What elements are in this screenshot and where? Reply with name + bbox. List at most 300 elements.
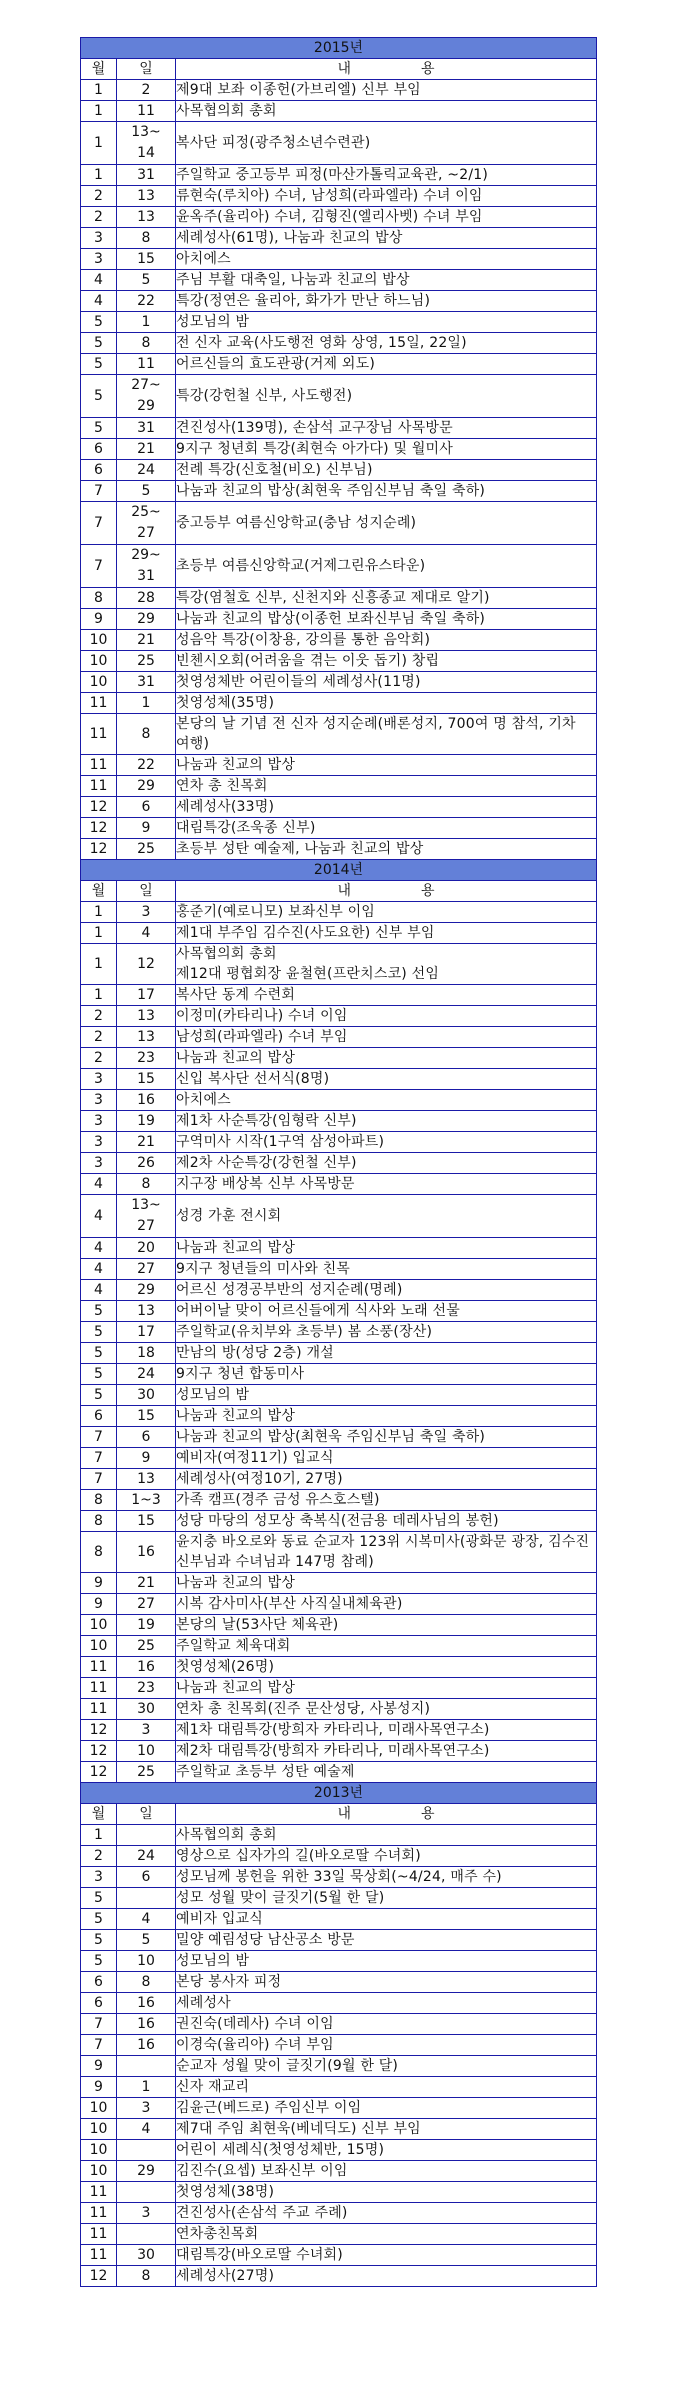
content-cell: 특강(염철호 신부, 신천지와 신흥종교 제대로 알기) [176,588,597,609]
day-cell: 4 [117,2119,176,2140]
day-cell: 6 [117,1427,176,1448]
content-cell: 주일학교 초등부 성탄 예술제 [176,1762,597,1783]
content-cell: 제1차 대림특강(방희자 카타리나, 미래사목연구소) [176,1720,597,1741]
day-cell: 15 [117,1069,176,1090]
month-cell: 9 [81,1573,117,1594]
table-row [81,1280,597,1301]
content-cell: 성당 마당의 성모상 축복식(전금용 데레사님의 봉헌) [176,1511,597,1532]
day-cell: 10 [117,1951,176,1972]
month-cell: 9 [81,2077,117,2098]
day-cell [117,1825,176,1846]
month-cell: 11 [81,2245,117,2266]
day-cell: 28 [117,588,176,609]
month-cell: 5 [81,1951,117,1972]
table-row [81,312,597,333]
month-cell: 5 [81,1888,117,1909]
table-row [81,2245,597,2266]
table-row [81,1301,597,1322]
month-cell: 3 [81,228,117,249]
table-row [81,80,597,101]
content-cell: 아치에스 [176,249,597,270]
day-cell [117,2224,176,2245]
column-header-day: 일 [117,1804,176,1825]
table-row [81,818,597,839]
table-row [81,354,597,375]
month-cell: 11 [81,2203,117,2224]
content-cell: 연차총친목회 [176,2224,597,2245]
month-cell: 7 [81,481,117,502]
day-cell [117,2140,176,2161]
table-row [81,1930,597,1951]
month-cell: 12 [81,797,117,818]
day-cell: 8 [117,1174,176,1195]
column-header-row [81,881,597,902]
table-row [81,1762,597,1783]
month-cell: 8 [81,588,117,609]
day-cell: 8 [117,714,176,755]
day-cell: 16 [117,1090,176,1111]
table-row [81,2140,597,2161]
table-row [81,944,597,985]
month-cell: 12 [81,1762,117,1783]
table-row [81,2056,597,2077]
table-row [81,1615,597,1636]
content-cell: 영상으로 십자가의 길(바오로딸 수녀회) [176,1846,597,1867]
table-row [81,1195,597,1238]
month-cell: 1 [81,165,117,186]
content-cell: 성모님의 밤 [176,1951,597,1972]
month-cell: 10 [81,630,117,651]
day-cell: 17 [117,985,176,1006]
table-row [81,165,597,186]
day-cell: 11 [117,354,176,375]
month-cell: 7 [81,1469,117,1490]
table-row [81,1469,597,1490]
content-cell: 세례성사(27명) [176,2266,597,2287]
table-row [81,481,597,502]
content-cell: 나눔과 친교의 밥상(최현욱 주임신부님 축일 축하) [176,1427,597,1448]
content-cell: 복사단 피정(광주청소년수련관) [176,122,597,165]
day-cell: 3 [117,1720,176,1741]
content-cell: 주님 부활 대축일, 나눔과 친교의 밥상 [176,270,597,291]
month-cell: 6 [81,1972,117,1993]
content-cell: 전 신자 교육(사도행전 영화 상영, 15일, 22일) [176,333,597,354]
day-cell: 20 [117,1238,176,1259]
content-cell: 제1차 사순특강(임형락 신부) [176,1111,597,1132]
content-cell: 나눔과 친교의 밥상 [176,1573,597,1594]
year-title: 2014년 [81,860,597,881]
content-cell: 초등부 성탄 예술제, 나눔과 친교의 밥상 [176,839,597,860]
month-cell: 12 [81,2266,117,2287]
content-cell: 순교자 성월 맞이 글짓기(9월 한 달) [176,2056,597,2077]
day-cell: 5 [117,481,176,502]
table-row [81,630,597,651]
day-cell: 3 [117,2203,176,2224]
content-cell: 사목협의회 총회 제12대 평협회장 윤철현(프란치스코) 선임 [176,944,597,985]
column-header-content: 내 용 [176,59,597,80]
day-cell: 10 [117,1741,176,1762]
month-cell: 2 [81,186,117,207]
content-cell: 제9대 보좌 이종헌(가브리엘) 신부 부임 [176,80,597,101]
day-cell: 9 [117,1448,176,1469]
day-cell: 17 [117,1322,176,1343]
month-cell: 4 [81,1238,117,1259]
day-cell: 13 [117,1301,176,1322]
content-cell: 주일학교 체육대회 [176,1636,597,1657]
month-cell: 5 [81,418,117,439]
column-header-month: 월 [81,881,117,902]
day-cell: 18 [117,1343,176,1364]
month-cell: 12 [81,839,117,860]
table-row [81,1111,597,1132]
month-cell: 5 [81,1909,117,1930]
day-cell: 1 [117,2077,176,2098]
month-cell: 5 [81,1385,117,1406]
content-cell: 대림특강(바오로딸 수녀회) [176,2245,597,2266]
content-cell: 나눔과 친교의 밥상(이종헌 보좌신부님 축일 축하) [176,609,597,630]
content-cell: 세례성사(33명) [176,797,597,818]
month-cell: 3 [81,1867,117,1888]
day-cell: 16 [117,1657,176,1678]
day-cell: 6 [117,797,176,818]
content-cell: 본당의 날 기념 전 신자 성지순례(배론성지, 700여 명 참석, 기차 여행) [176,714,597,755]
month-cell: 9 [81,609,117,630]
month-cell: 1 [81,944,117,985]
month-cell: 2 [81,1006,117,1027]
table-row [81,1385,597,1406]
table-row [81,1153,597,1174]
content-cell: 나눔과 친교의 밥상 [176,755,597,776]
content-cell: 시복 감사미사(부산 사직실내체육관) [176,1594,597,1615]
table-row [81,1448,597,1469]
day-cell: 22 [117,291,176,312]
content-cell: 나눔과 친교의 밥상 [176,1406,597,1427]
content-cell: 특강(강헌철 신부, 사도행전) [176,375,597,418]
table-row [81,776,597,797]
table-row [81,1406,597,1427]
content-cell: 김진수(요셉) 보좌신부 이임 [176,2161,597,2182]
column-header-day: 일 [117,59,176,80]
content-cell: 첫영성체반 어린이들의 세례성사(11명) [176,672,597,693]
content-cell: 사목협의회 총회 [176,101,597,122]
day-cell: 19 [117,1111,176,1132]
content-cell: 예비자(여정11기) 입교식 [176,1448,597,1469]
column-header-day: 일 [117,881,176,902]
month-cell: 11 [81,693,117,714]
table-row [81,101,597,122]
table-row [81,651,597,672]
month-cell: 10 [81,2098,117,2119]
table-row [81,693,597,714]
month-cell: 1 [81,101,117,122]
month-cell: 3 [81,1132,117,1153]
content-cell: 본당의 날(53사단 체육관) [176,1615,597,1636]
table-row [81,460,597,481]
table-row [81,1069,597,1090]
month-cell: 4 [81,270,117,291]
table-row [81,714,597,755]
content-cell: 첫영성체(38명) [176,2182,597,2203]
content-cell: 윤옥주(율리아) 수녀, 김형진(엘리사벳) 수녀 부임 [176,207,597,228]
table-row [81,1511,597,1532]
month-cell: 3 [81,249,117,270]
content-cell: 지구장 배상복 신부 사목방문 [176,1174,597,1195]
day-cell: 27~ 29 [117,375,176,418]
content-cell: 제1대 부주임 김수진(사도요한) 신부 부임 [176,923,597,944]
day-cell: 9 [117,818,176,839]
day-cell: 12 [117,944,176,985]
content-cell: 9지구 청년들의 미사와 친목 [176,1259,597,1280]
table-row [81,1951,597,1972]
month-cell: 10 [81,651,117,672]
month-cell: 10 [81,1636,117,1657]
content-cell: 이경숙(율리아) 수녀 부임 [176,2035,597,2056]
table-row [81,1846,597,1867]
month-cell: 11 [81,1699,117,1720]
table-row [81,1132,597,1153]
day-cell: 31 [117,165,176,186]
day-cell: 16 [117,1532,176,1573]
content-cell: 견진성사(손삼석 주교 주례) [176,2203,597,2224]
day-cell: 3 [117,902,176,923]
table-row [81,2203,597,2224]
content-cell: 나눔과 친교의 밥상 [176,1048,597,1069]
year-header-row [81,860,597,881]
day-cell: 19 [117,1615,176,1636]
month-cell: 12 [81,1741,117,1762]
month-cell: 11 [81,714,117,755]
day-cell: 8 [117,1972,176,1993]
table-row [81,207,597,228]
month-cell: 7 [81,1448,117,1469]
content-cell: 홍준기(예로니모) 보좌신부 이임 [176,902,597,923]
day-cell: 27 [117,1259,176,1280]
content-cell: 구역미사 시작(1구역 삼성아파트) [176,1132,597,1153]
day-cell: 15 [117,249,176,270]
table-row [81,923,597,944]
month-cell: 7 [81,502,117,545]
table-row [81,902,597,923]
content-cell: 주일학교(유치부와 초등부) 봄 소풍(장산) [176,1322,597,1343]
day-cell: 3 [117,2098,176,2119]
month-cell: 8 [81,1532,117,1573]
month-cell: 4 [81,1259,117,1280]
day-cell: 13 [117,207,176,228]
table-row [81,186,597,207]
table-row [81,609,597,630]
day-cell: 16 [117,2035,176,2056]
day-cell: 26 [117,1153,176,1174]
content-cell: 사목협의회 총회 [176,1825,597,1846]
month-cell: 12 [81,818,117,839]
day-cell: 31 [117,418,176,439]
day-cell: 5 [117,270,176,291]
content-cell: 첫영성체(26명) [176,1657,597,1678]
month-cell: 10 [81,2161,117,2182]
month-cell: 12 [81,1720,117,1741]
table-row [81,1048,597,1069]
table-row [81,1636,597,1657]
content-cell: 주일학교 중고등부 피정(마산가톨릭교육관, ~2/1) [176,165,597,186]
table-row [81,2182,597,2203]
column-header-content: 내 용 [176,881,597,902]
table-row [81,985,597,1006]
month-cell: 1 [81,80,117,101]
year-title: 2015년 [81,38,597,59]
day-cell: 30 [117,1385,176,1406]
year-header-row [81,1783,597,1804]
month-cell: 5 [81,1364,117,1385]
day-cell: 24 [117,1364,176,1385]
content-cell: 아치에스 [176,1090,597,1111]
month-cell: 5 [81,1301,117,1322]
day-cell: 16 [117,2014,176,2035]
month-cell: 6 [81,460,117,481]
content-cell: 9지구 청년회 특강(최현숙 아가다) 및 월미사 [176,439,597,460]
day-cell: 13 [117,1469,176,1490]
content-cell: 중고등부 여름신앙학교(충남 성지순례) [176,502,597,545]
content-cell: 세례성사(여정10기, 27명) [176,1469,597,1490]
content-cell: 어버이날 맞이 어르신들에게 식사와 노래 선물 [176,1301,597,1322]
table-row [81,2266,597,2287]
day-cell: 25~ 27 [117,502,176,545]
table-row [81,2035,597,2056]
table-row [81,1238,597,1259]
day-cell: 1~3 [117,1490,176,1511]
content-cell: 견진성사(139명), 손삼석 교구장님 사목방문 [176,418,597,439]
content-cell: 성모 성월 맞이 글짓기(5월 한 달) [176,1888,597,1909]
month-cell: 7 [81,2014,117,2035]
day-cell: 4 [117,923,176,944]
content-cell: 성모님의 밤 [176,312,597,333]
table-row [81,1427,597,1448]
day-cell: 21 [117,1132,176,1153]
month-cell: 5 [81,1343,117,1364]
table-row [81,249,597,270]
month-cell: 11 [81,1657,117,1678]
table-row [81,2014,597,2035]
table-row [81,122,597,165]
day-cell: 23 [117,1678,176,1699]
month-cell: 3 [81,1153,117,1174]
day-cell: 27 [117,1594,176,1615]
parish-history-table [80,37,597,2287]
content-cell: 본당 봉사자 피정 [176,1972,597,1993]
month-cell: 2 [81,1027,117,1048]
table-row [81,1174,597,1195]
month-cell: 6 [81,1993,117,2014]
table-row [81,228,597,249]
table-row [81,1699,597,1720]
content-cell: 나눔과 친교의 밥상 [176,1678,597,1699]
content-cell: 제2차 사순특강(강헌철 신부) [176,1153,597,1174]
content-cell: 윤지충 바오로와 동료 순교자 123위 시복미사(광화문 광장, 김수진 신부님과 수녀님과 147명 참례) [176,1532,597,1573]
day-cell: 29 [117,1280,176,1301]
month-cell: 10 [81,672,117,693]
table-row [81,333,597,354]
table-row [81,1678,597,1699]
day-cell: 1 [117,312,176,333]
content-cell: 빈첸시오회(어려움을 겪는 이웃 돕기) 창립 [176,651,597,672]
content-cell: 전례 특강(신호철(비오) 신부님) [176,460,597,481]
table-row [81,1322,597,1343]
table-row [81,502,597,545]
month-cell: 1 [81,902,117,923]
table-row [81,588,597,609]
day-cell: 6 [117,1867,176,1888]
month-cell: 6 [81,439,117,460]
table-row [81,1741,597,1762]
content-cell: 연차 총 친목회(진주 문산성당, 사봉성지) [176,1699,597,1720]
month-cell: 9 [81,1594,117,1615]
month-cell: 1 [81,923,117,944]
day-cell: 13~ 14 [117,122,176,165]
content-cell: 제2차 대림특강(방희자 카타리나, 미래사목연구소) [176,1741,597,1762]
content-cell: 만남의 방(성당 2층) 개설 [176,1343,597,1364]
table-row [81,2119,597,2140]
month-cell: 3 [81,1111,117,1132]
table-row [81,1888,597,1909]
content-cell: 성모님께 봉헌을 위한 33일 묵상회(~4/24, 매주 수) [176,1867,597,1888]
day-cell: 13 [117,1027,176,1048]
table-row [81,1657,597,1678]
table-row [81,270,597,291]
day-cell: 25 [117,1636,176,1657]
content-cell: 연차 총 친목회 [176,776,597,797]
column-header-month: 월 [81,1804,117,1825]
content-cell: 신입 복사단 선서식(8명) [176,1069,597,1090]
month-cell: 5 [81,375,117,418]
table-row [81,1993,597,2014]
month-cell: 4 [81,291,117,312]
month-cell: 8 [81,1511,117,1532]
table-row [81,797,597,818]
month-cell: 9 [81,2056,117,2077]
parish-history-document [80,37,596,2287]
table-row [81,1490,597,1511]
month-cell: 5 [81,1322,117,1343]
month-cell: 3 [81,1069,117,1090]
day-cell: 13 [117,1006,176,1027]
month-cell: 5 [81,312,117,333]
day-cell [117,1888,176,1909]
table-row [81,1532,597,1573]
month-cell: 10 [81,2140,117,2161]
day-cell: 29 [117,776,176,797]
content-cell: 권진숙(데레사) 수녀 이임 [176,2014,597,2035]
table-row [81,545,597,588]
month-cell: 6 [81,1406,117,1427]
day-cell: 25 [117,1762,176,1783]
year-header-row [81,38,597,59]
table-row [81,1825,597,1846]
day-cell: 24 [117,460,176,481]
day-cell: 31 [117,672,176,693]
content-cell: 어르신 성경공부반의 성지순례(명례) [176,1280,597,1301]
content-cell: 특강(정연은 율리아, 화가가 만난 하느님) [176,291,597,312]
day-cell: 22 [117,755,176,776]
month-cell: 4 [81,1195,117,1238]
day-cell: 21 [117,1573,176,1594]
table-row [81,2077,597,2098]
table-row [81,1720,597,1741]
content-cell: 남성희(라파엘라) 수녀 부임 [176,1027,597,1048]
content-cell: 성음악 특강(이창용, 강의를 통한 음악회) [176,630,597,651]
month-cell: 10 [81,1615,117,1636]
month-cell: 5 [81,354,117,375]
table-row [81,1364,597,1385]
month-cell: 5 [81,333,117,354]
